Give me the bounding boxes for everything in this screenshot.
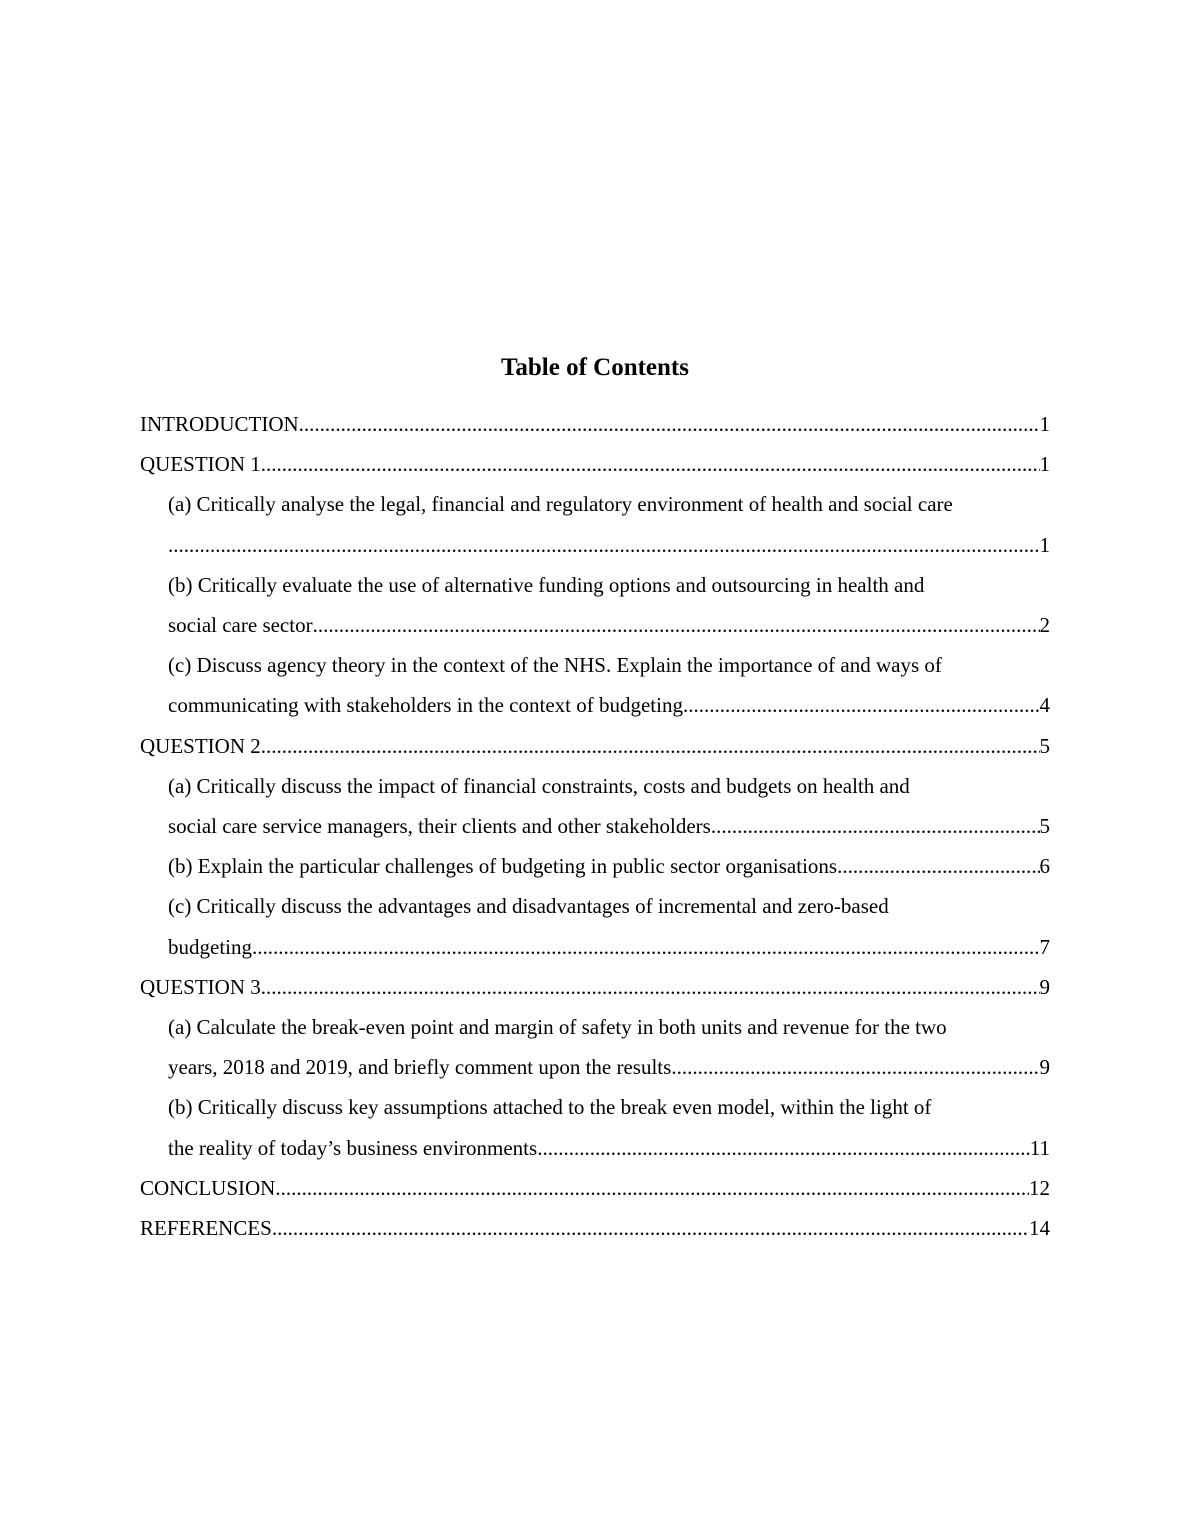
toc-entry-leader-line — [168, 846, 1050, 886]
toc-page-number: 4 — [1039, 693, 1050, 718]
toc-page-number: 14 — [1029, 1216, 1050, 1241]
toc-entry-label: social care service managers, their clients and other stakeholders — [168, 814, 711, 839]
toc-page-number: 9 — [1039, 974, 1050, 999]
toc-entry-label: REFERENCES — [140, 1216, 272, 1241]
toc-entry[interactable] — [140, 886, 1050, 966]
toc-entry-text-line: (a) Critically analyse the legal, financial and regulatory environment of health and social care — [168, 492, 953, 517]
toc-entry-label: the reality of today’s business environments — [168, 1135, 538, 1160]
toc-entry-leader-line — [140, 967, 1050, 1007]
toc-entry[interactable] — [140, 444, 1050, 484]
toc-dot-leader — [711, 806, 1040, 846]
toc-entry-label: social care sector — [168, 613, 313, 638]
toc-dot-leader — [313, 605, 1040, 645]
toc-entry-text-line: (c) Critically discuss the advantages and disadvantages of incremental and zero-based — [168, 894, 889, 919]
toc-dot-leader — [537, 1128, 1030, 1168]
toc-entry-leader-line — [140, 1168, 1050, 1208]
toc-entry-text-line: (c) Discuss agency theory in the context of the NHS. Explain the importance of and ways of — [168, 653, 942, 678]
table-of-contents — [140, 404, 1050, 1248]
toc-entry[interactable] — [140, 1087, 1050, 1167]
toc-entry-text-line: (a) Calculate the break-even point and margin of safety in both units and revenue for the two — [168, 1015, 947, 1040]
toc-dot-leader — [683, 685, 1040, 725]
toc-entry-label: QUESTION 2 — [140, 733, 261, 758]
toc-dot-leader — [275, 1168, 1029, 1208]
toc-entry[interactable] — [140, 565, 1050, 645]
toc-dot-leader — [261, 967, 1040, 1007]
toc-entry-leader-line — [140, 726, 1050, 766]
toc-dot-leader — [837, 846, 1039, 886]
toc-entry-label: (b) Explain the particular challenges of budgeting in public sector organisations — [168, 854, 838, 879]
toc-entry-label: years, 2018 and 2019, and briefly comment upon the results — [168, 1055, 672, 1080]
toc-entry[interactable] — [140, 967, 1050, 1007]
toc-dot-leader — [261, 726, 1040, 766]
toc-entry[interactable] — [140, 846, 1050, 886]
toc-entry-leader-line — [168, 605, 1050, 645]
toc-dot-leader — [168, 525, 1040, 565]
toc-dot-leader — [299, 404, 1040, 444]
toc-entry-leader-line — [168, 927, 1050, 967]
toc-entry-leader-line — [140, 404, 1050, 444]
toc-page-number: 1 — [1039, 452, 1050, 477]
toc-entry-leader-line — [168, 525, 1050, 565]
toc-entry-leader-line — [140, 444, 1050, 484]
toc-entry[interactable] — [140, 1168, 1050, 1208]
toc-dot-leader — [272, 1208, 1029, 1248]
toc-entry-leader-line — [168, 685, 1050, 725]
toc-dot-leader — [671, 1047, 1039, 1087]
toc-entry[interactable] — [140, 1007, 1050, 1087]
toc-page-number: 11 — [1029, 1135, 1050, 1160]
toc-page-number: 1 — [1039, 532, 1050, 557]
toc-entry-label: QUESTION 3 — [140, 974, 261, 999]
toc-entry[interactable] — [140, 1208, 1050, 1248]
toc-entry-leader-line — [168, 1047, 1050, 1087]
toc-entry-leader-line — [140, 1208, 1050, 1248]
toc-entry[interactable] — [140, 766, 1050, 846]
toc-entry-label: budgeting — [168, 934, 252, 959]
toc-dot-leader — [261, 444, 1040, 484]
toc-entry[interactable] — [140, 645, 1050, 725]
toc-page-number: 9 — [1039, 1055, 1050, 1080]
toc-entry-label: QUESTION 1 — [140, 452, 261, 477]
toc-page-number: 2 — [1039, 613, 1050, 638]
toc-entry-leader-line — [168, 1128, 1050, 1168]
toc-entry-text-line: (b) Critically evaluate the use of alternative funding options and outsourcing in health and — [168, 572, 925, 597]
toc-entry-text-line: (a) Critically discuss the impact of financial constraints, costs and budgets on health and — [168, 773, 910, 798]
toc-page-number: 6 — [1039, 854, 1050, 879]
toc-entry-label: INTRODUCTION — [140, 412, 299, 436]
toc-entry-label: communicating with stakeholders in the context of budgeting — [168, 693, 683, 718]
toc-entry-text-line: (b) Critically discuss key assumptions attached to the break even model, within the light of — [168, 1095, 932, 1120]
toc-page-number: 5 — [1039, 814, 1050, 839]
toc-page-number: 5 — [1039, 733, 1050, 758]
toc-title: Table of Contents — [501, 354, 689, 381]
toc-entry-label: CONCLUSION — [140, 1175, 276, 1200]
toc-entry[interactable] — [140, 404, 1050, 444]
toc-dot-leader — [252, 927, 1040, 967]
toc-page-number: 1 — [1039, 412, 1050, 436]
toc-page-number: 7 — [1039, 934, 1050, 959]
toc-page-number: 12 — [1029, 1175, 1050, 1200]
toc-entry-leader-line — [168, 806, 1050, 846]
toc-entry[interactable] — [140, 726, 1050, 766]
toc-entry[interactable] — [140, 484, 1050, 564]
